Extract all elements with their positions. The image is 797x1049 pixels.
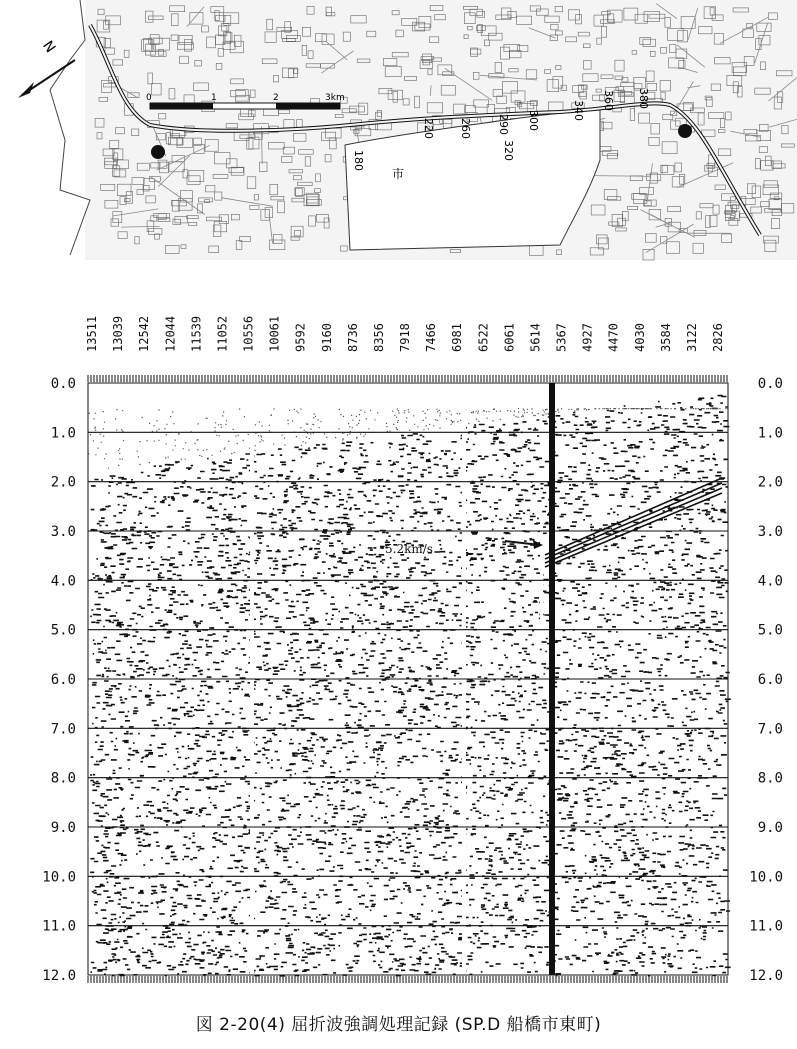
station-label: 320 bbox=[502, 140, 515, 161]
offset-label: 4470 bbox=[606, 323, 621, 352]
offset-label: 12542 bbox=[137, 315, 152, 352]
time-tick-label-left: 5.0 bbox=[50, 622, 76, 639]
time-axis-left bbox=[42, 376, 76, 984]
offset-label: 5614 bbox=[528, 323, 543, 352]
offset-label: 11052 bbox=[215, 315, 230, 352]
offset-label: 5367 bbox=[554, 323, 569, 352]
time-tick-label-left: 2.0 bbox=[50, 474, 76, 491]
offset-label: 10556 bbox=[241, 315, 256, 352]
scale-label-3: 3km bbox=[325, 93, 345, 103]
time-tick-label-right: 1.0 bbox=[757, 425, 783, 442]
time-tick-label-left: 7.0 bbox=[50, 721, 76, 738]
time-tick-label-right: 7.0 bbox=[757, 721, 783, 738]
offset-label: 6522 bbox=[476, 323, 491, 352]
offset-label: 9160 bbox=[319, 323, 334, 352]
time-tick-label-left: 0.0 bbox=[50, 376, 76, 392]
offset-label: 13511 bbox=[85, 315, 99, 352]
offset-label: 10061 bbox=[267, 315, 282, 352]
station-label: 220 bbox=[422, 118, 435, 139]
scale-label-0: 0 bbox=[146, 93, 152, 103]
time-tick-label-right: 6.0 bbox=[757, 672, 783, 688]
time-axis-right bbox=[749, 376, 783, 984]
time-tick-label-right: 2.0 bbox=[757, 474, 783, 491]
offset-label: 6061 bbox=[502, 323, 517, 352]
time-tick-label-right: 4.0 bbox=[757, 573, 783, 590]
station-label: 290 bbox=[497, 114, 510, 135]
time-tick-label-left: 1.0 bbox=[50, 425, 76, 442]
offset-label: 9592 bbox=[293, 323, 308, 352]
velocity-label: 5.2km/s bbox=[385, 542, 433, 556]
station-label: 380 bbox=[637, 88, 650, 109]
scale-label-1: 1 bbox=[211, 93, 217, 103]
time-tick-label-right: 10.0 bbox=[749, 869, 783, 886]
time-tick-label-right: 12.0 bbox=[749, 968, 783, 984]
offset-label: 7466 bbox=[424, 323, 439, 352]
time-tick-label-left: 9.0 bbox=[50, 820, 76, 836]
station-label: 260 bbox=[459, 118, 472, 139]
station-label: 180 bbox=[352, 150, 365, 171]
offset-label: 7918 bbox=[398, 323, 412, 352]
offset-label: 12044 bbox=[163, 315, 178, 352]
station-label: 340 bbox=[572, 100, 585, 121]
offset-label: 3122 bbox=[684, 323, 699, 352]
offset-label: 8736 bbox=[345, 323, 360, 352]
offset-label: 8356 bbox=[371, 323, 386, 352]
time-tick-label-left: 12.0 bbox=[42, 968, 76, 984]
blank-trace bbox=[462, 403, 466, 975]
blank-trace bbox=[250, 403, 254, 975]
time-tick-label-left: 4.0 bbox=[50, 573, 76, 590]
time-tick-label-right: 3.0 bbox=[757, 524, 783, 540]
figure-caption: 図 2-20(4) 屈折波強調処理記録 (SP.D 船橋市東町) bbox=[195, 1015, 602, 1035]
offset-label: 3584 bbox=[658, 323, 673, 352]
offset-label: 11539 bbox=[189, 315, 204, 352]
time-tick-label-right: 8.0 bbox=[757, 770, 783, 787]
time-tick-label-right: 11.0 bbox=[749, 918, 783, 935]
offset-label: 6981 bbox=[450, 323, 465, 352]
time-tick-label-left: 10.0 bbox=[42, 869, 76, 886]
time-tick-label-left: 6.0 bbox=[50, 672, 76, 688]
station-label: 360 bbox=[602, 90, 615, 111]
scale-label-2: 2 bbox=[273, 93, 279, 103]
time-tick-label-right: 9.0 bbox=[757, 820, 783, 836]
time-tick-label-left: 8.0 bbox=[50, 770, 76, 787]
place-label: 市 bbox=[392, 167, 405, 181]
north-arrow-label: N bbox=[39, 38, 59, 56]
offset-label: 13039 bbox=[111, 315, 126, 352]
time-tick-label-left: 11.0 bbox=[42, 918, 76, 935]
time-tick-label-left: 3.0 bbox=[50, 524, 76, 540]
offset-label: 4927 bbox=[580, 323, 595, 352]
time-tick-label-right: 5.0 bbox=[757, 622, 783, 639]
station-label: 300 bbox=[527, 110, 540, 131]
offset-label: 2826 bbox=[711, 323, 725, 352]
offset-label: 4030 bbox=[632, 323, 647, 352]
time-tick-label-right: 0.0 bbox=[757, 376, 783, 392]
